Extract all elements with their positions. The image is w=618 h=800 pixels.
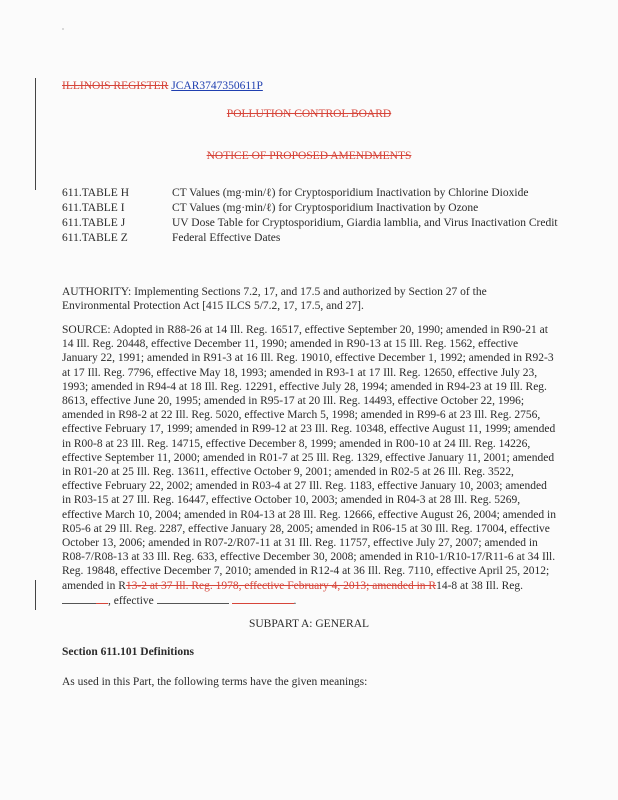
table-row [62,231,562,246]
source-text: SOURCE: Adopted in R88-26 at 14 Ill. Reg. 16517, effective September 20, 1990; amended in R90-21 at 14 Ill. Reg. 20448, effective December 11, 1990; amended in R90-13 at 15 Ill. Reg. 1562, effective January 22, 1991; amended in R91-3 at 16 Ill. Reg. 19010, effective December 1, 1992; amended in R92-3 at 17 Ill. Reg. 7796, effective May 18, 1993; amended in R93-1 at 17 Ill. Reg. 12650, effective July 23, 1993; amended in R94-4 at 18 Ill. Reg. 12291, effective July 28, 1994; amended in R94-23 at 19 Ill. Reg. 8613, effective June 20, 1995; amended in R95-17 at 20 Ill. Reg. 14493, effective October 22, 1996; amended in R98-2 at 22 Ill. Reg. 5020, effective March 5, 1998; amended in R99-6 at 23 Ill. Reg. 2756, effective February 17, 1999; amended in R99-12 at 23 Ill. Reg. 10348, effective August 11, 1999; amended in R00-8 at 23 Ill. Reg. 14715, effective December 8, 1999; amended in R00-10 at 24 Ill. Reg. 14226, effective September 11, 2000; amended in R01-7 at 25 Ill. Reg. 1329, effective January 11, 2001; amended in R01-20 at 25 Ill. Reg. 13611, effective October 9, 2001; amended in R02-5 at 26 Ill. Reg. 3522, effective February 22, 2002; amended in R03-4 at 27 Ill. Reg. 1183, effective January 10, 2003; amended in R03-15 at 27 Ill. Reg. 16447, effective October 10, 2003; amended in R04-3 at 28 Ill. Reg. 5269, effective March 10, 2004; amended in R04-13 at 28 Ill. Reg. 12666, effective August 26, 2004; amended in R05-6 at 29 Ill. Reg. 2287, effective January 28, 2005; amended in R06-15 at 30 Ill. Reg. 17004, effective October 13, 2006; amended in R07-2/R07-11 at 31 Ill. Reg. 11757, effective July 27, 2007; amended in R08-7/R08-13 at 33 Ill. Reg. 633, effective December 30, 2008; amended in R10-1/R10-17/R11-6 at 34 Ill. Reg. 19848, effective December 7, 2010; amended in R12-4 at 36 Ill. Reg. 7110, effective April 25, 2012; amended in [62,324,556,592]
table-row [62,201,562,216]
revision-bar-top [35,78,36,190]
table-desc: UV Dose Table for Cryptosporidium, Giardia lamblia, and Virus Inactivation Credit [172,217,558,229]
table-desc: CT Values (mg·min/ℓ) for Cryptosporidium Inactivation by Chlorine Dioxide [172,187,529,199]
notice-title: NOTICE OF PROPOSED AMENDMENTS [206,150,412,162]
table-id: 611.TABLE J [62,217,126,229]
source-after-strike: 14-8 at 38 Ill. Reg. [436,579,523,592]
section-heading: Section 611.101 Definitions [62,646,194,658]
blank-effective-date-inserted [232,593,294,604]
subpart-heading: SUBPART A: GENERAL [248,618,370,630]
jcar-code-inserted: JCAR3747350611P [171,80,263,92]
register-title-struck: ILLINOIS REGISTER [62,80,169,92]
scan-speck [62,28,64,30]
table-id: 611.TABLE Z [62,232,128,244]
page-header [62,80,263,92]
board-title: POLLUTION CONTROL BOARD [226,108,392,120]
source-paragraph [62,323,556,608]
blank-register-page-inserted [96,593,108,604]
table-desc: Federal Effective Dates [172,232,281,244]
blank-register-page [62,593,96,604]
table-id: 611.TABLE I [62,202,125,214]
authority-paragraph: AUTHORITY: Implementing Sections 7.2, 17, and 17.5 and authorized by Section 27 of the Environmental Protection Act [415 ILCS 5/7.2, 17, 17.5, and 27]. [62,286,487,313]
table-id: 611.TABLE H [62,187,130,199]
blank-effective-date [157,593,229,604]
table-row [62,216,562,231]
definitions-intro: As used in this Part, the following terms have the given meanings: [62,676,368,688]
table-row [62,186,562,201]
source-effective-word: , effective [108,594,154,607]
source-r-prefix: R [118,579,126,592]
source-struck-text: 13-2 at 37 Ill. Reg. 1978, effective February 4, 2013; amended in R [125,579,437,592]
table-of-contents [62,186,562,246]
table-desc: CT Values (mg·min/ℓ) for Cryptosporidium Inactivation by Ozone [172,202,479,214]
revision-bar-bottom [35,580,36,610]
source-end-period: . [293,594,297,607]
